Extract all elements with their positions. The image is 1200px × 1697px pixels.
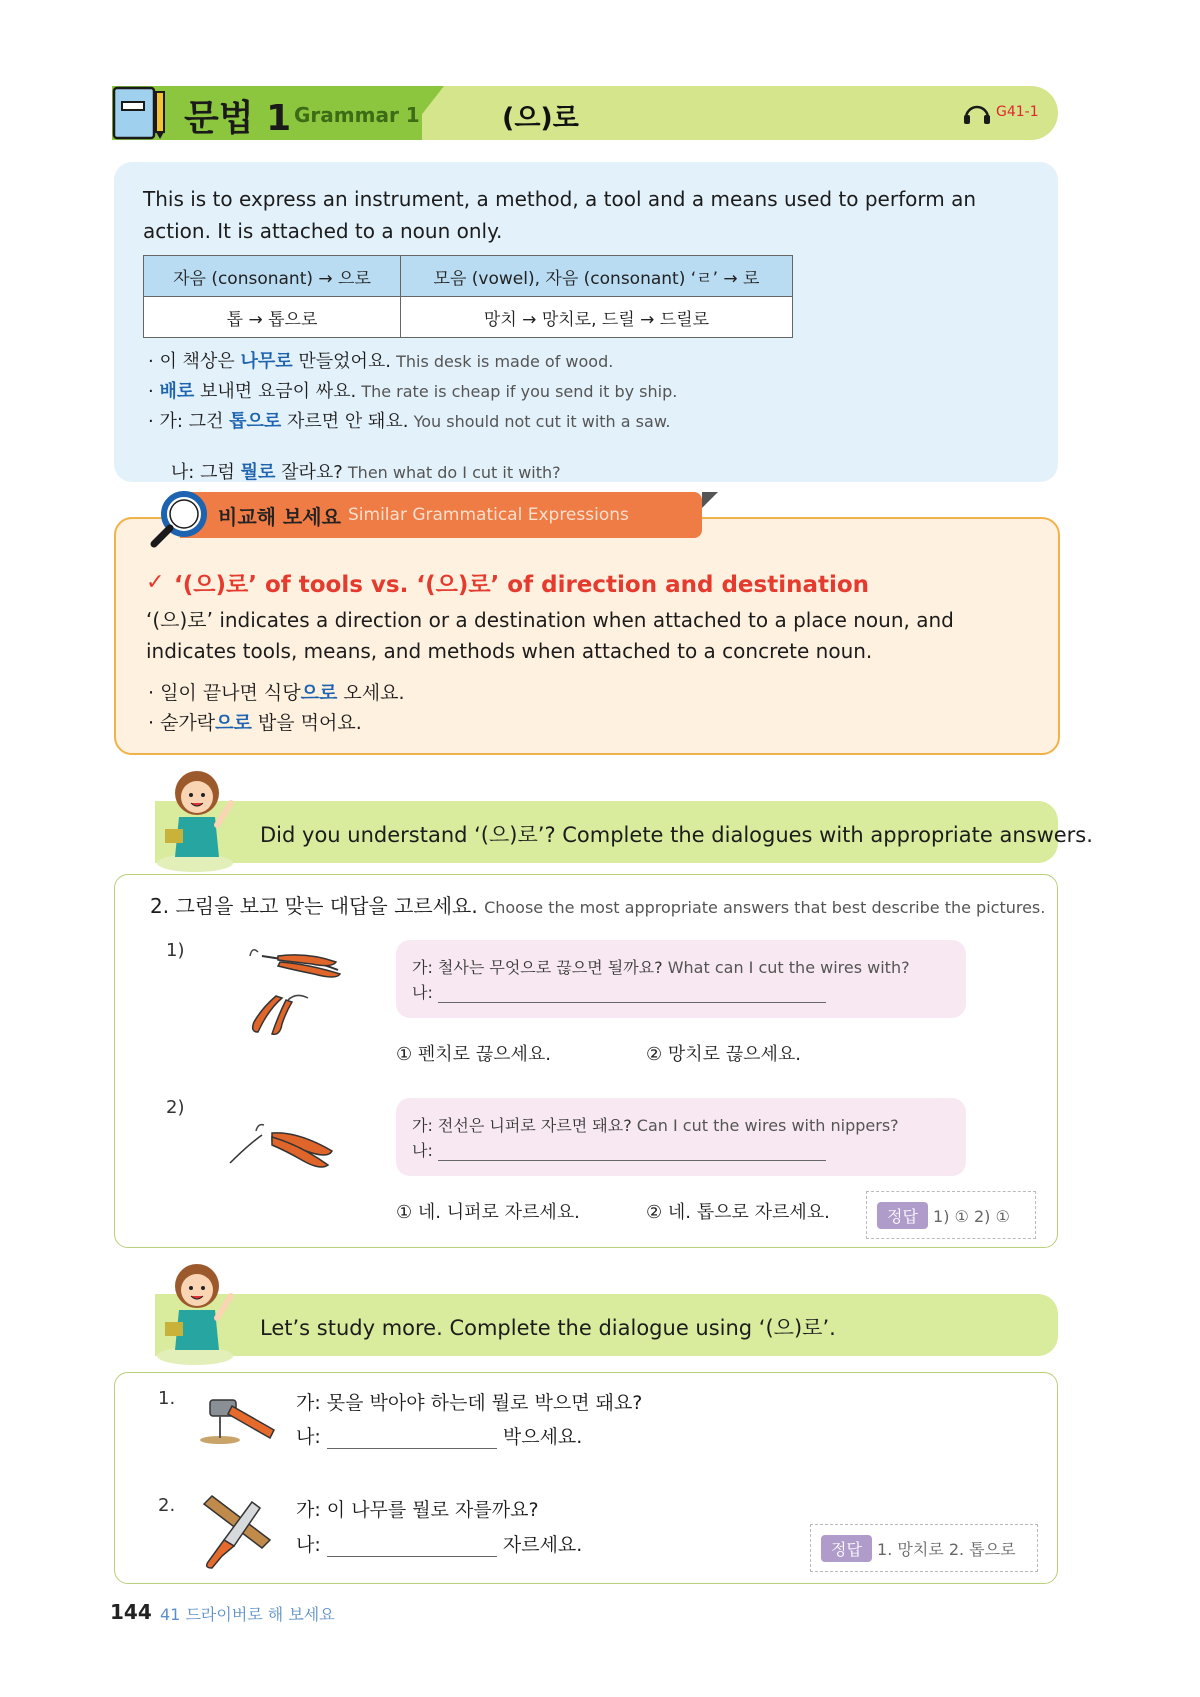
answer-text: 1. 망치로 2. 톱으로 <box>877 1540 1016 1559</box>
exercise-item-number: 2) <box>166 1097 185 1118</box>
book-icon <box>112 86 168 140</box>
exercise-question: 2. 그림을 보고 맞는 대답을 고르세요. Choose the most appropriate answers that best describe the pictures. <box>150 894 1046 918</box>
compare-heading: ‘(으)로’ of tools vs. ‘(으)로’ of direction and destination <box>174 572 870 598</box>
teacher-illustration <box>155 1256 245 1366</box>
example-sentence: · 이 책상은 나무로 만들었어요. This desk is made of wood. <box>148 351 614 372</box>
practice-question: 가: 이 나무를 뭘로 자를까요? <box>296 1499 539 1521</box>
compare-body: ‘(으)로’ indicates a direction or a destination when attached to a place noun, and indicates tools, means, and methods when attached to a concrete noun. <box>146 608 954 663</box>
compare-example: · 일이 끝나면 식당으로 오세요. <box>148 682 405 704</box>
practice-item-number: 2. <box>158 1495 176 1516</box>
grammar-subtitle: Grammar 1 <box>294 103 420 127</box>
nippers-icon <box>228 1115 346 1175</box>
option-2[interactable]: ② 망치로 끊으세요. <box>646 1044 802 1065</box>
study-banner-text: Let’s study more. Complete the dialogue using ‘(으)로’. <box>260 1316 836 1340</box>
teacher-illustration <box>155 763 245 873</box>
practice-question: 가: 못을 박아야 하는데 뭘로 박으면 돼요? <box>296 1392 643 1414</box>
practice-answer-box <box>810 1524 1038 1572</box>
grammar-expression: (으)로 <box>502 103 579 134</box>
headphones-icon[interactable] <box>962 100 992 126</box>
example-sentence: · 가: 그건 톱으로 자르면 안 돼요. You should not cut it with a saw. <box>148 411 671 432</box>
dialogue-answer-line[interactable]: 나: <box>412 1138 826 1161</box>
answer-blank[interactable] <box>327 1538 497 1557</box>
chapter-title: 41 드라이버로 해 보세요 <box>160 1605 335 1624</box>
check-banner-text: Did you understand ‘(으)로’? Complete the dialogues with appropriate answers. <box>260 823 1093 847</box>
dialogue-answer-line[interactable]: 나: <box>412 980 826 1003</box>
pliers-icon <box>228 940 346 1040</box>
dialogue-question: 가: 철사는 무엇으로 끊으면 될까요? What can I cut the wires with? <box>412 958 910 977</box>
compare-subtitle: Similar Grammatical Expressions <box>348 505 629 525</box>
practice-answer-line[interactable]: 나: 자르세요. <box>296 1534 583 1556</box>
saw-icon <box>192 1490 276 1570</box>
practice-answer-line[interactable]: 나: 박으세요. <box>296 1426 583 1448</box>
answer-badge: 정답 <box>821 1535 872 1562</box>
grammar-title: 문법 1 <box>184 98 292 139</box>
practice-item-number: 1. <box>158 1388 176 1409</box>
dialogue-box <box>396 940 966 1018</box>
answer-badge: 정답 <box>877 1202 928 1229</box>
option-1[interactable]: ① 펜치로 끊으세요. <box>396 1044 552 1065</box>
compare-example: · 숟가락으로 밥을 먹어요. <box>148 712 362 734</box>
answer-blank[interactable] <box>438 1142 826 1161</box>
table-header-consonant: 자음 (consonant) → 으로 <box>144 256 401 297</box>
example-sentence: 나: 그럼 뭘로 잘라요? Then what do I cut it with? <box>159 462 561 483</box>
explanation-text: This is to express an instrument, a method, a tool and a means used to perform an action. It is attached to a noun only. <box>143 187 976 243</box>
dialogue-box <box>396 1098 966 1176</box>
exercise-item-number: 1) <box>166 940 185 961</box>
table-header-vowel: 모음 (vowel), 자음 (consonant) ‘ㄹ’ → 로 <box>401 256 793 297</box>
option-2[interactable]: ② 네. 톱으로 자르세요. <box>646 1202 830 1223</box>
conjugation-table <box>143 255 793 338</box>
table-cell-vowel: 망치 → 망치로, 드릴 → 드릴로 <box>401 297 793 338</box>
answer-blank[interactable] <box>438 984 826 1003</box>
exercise-answer-box <box>866 1191 1036 1239</box>
table-cell-consonant: 톱 → 톱으로 <box>144 297 401 338</box>
page-number: 144 <box>110 1600 152 1624</box>
example-sentence: · 배로 보내면 요금이 싸요. The rate is cheap if you send it by ship. <box>148 381 678 402</box>
check-icon: ✓ <box>146 570 165 595</box>
answer-text: 1) ① 2) ① <box>933 1207 1010 1226</box>
compare-title: 비교해 보세요 <box>218 505 341 529</box>
hammer-icon <box>196 1392 278 1446</box>
magnifier-icon <box>148 488 210 550</box>
answer-blank[interactable] <box>327 1430 497 1449</box>
dialogue-question: 가: 전선은 니퍼로 자르면 돼요? Can I cut the wires with nippers? <box>412 1116 899 1135</box>
option-1[interactable]: ① 네. 니퍼로 자르세요. <box>396 1202 580 1223</box>
compare-tab-fold <box>702 492 718 508</box>
audio-track-label[interactable]: G41-1 <box>996 104 1039 120</box>
